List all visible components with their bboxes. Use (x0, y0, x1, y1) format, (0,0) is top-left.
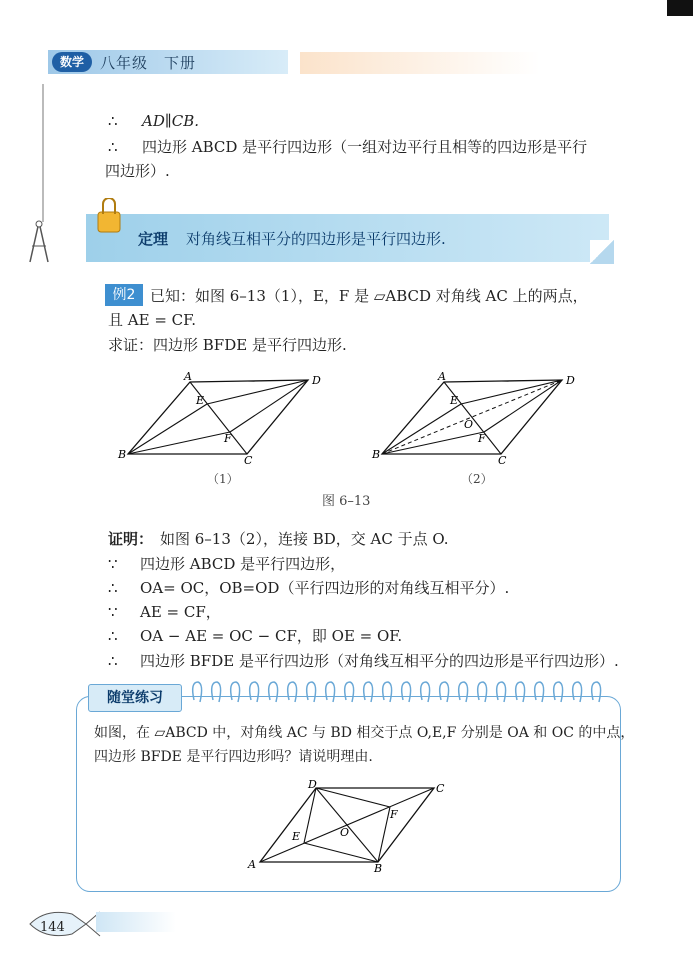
segment-df-2 (484, 380, 562, 432)
label-a-2: A (438, 370, 446, 383)
figure-sub1: （1） (207, 472, 239, 486)
label-c: C (244, 454, 253, 464)
spiral-ring (573, 682, 582, 702)
proof-step2-text: OA= OC，OB=OD（平行四边形的对角线互相平分）. (140, 579, 510, 597)
proof-step4-symbol: ∴ (108, 627, 118, 645)
segment-de (207, 380, 308, 404)
label-f-2: F (478, 432, 486, 445)
practice-label-o: O (340, 826, 350, 839)
proof-step1-symbol: ∵ (108, 555, 118, 573)
practice-title: 随堂练习 (88, 684, 182, 712)
line1-text: AD∥CB. (142, 112, 200, 130)
spiral-ring (250, 682, 259, 702)
spiral-ring (497, 682, 506, 702)
page-number-fish-icon (26, 906, 106, 942)
label-e-2: E (450, 394, 459, 407)
label-c-2: C (498, 454, 507, 464)
practice-diagonal-bd (316, 788, 378, 862)
proof-label: 证明： (108, 530, 154, 548)
spiral-ring (326, 682, 335, 702)
figure-sub2: （2） (461, 472, 493, 486)
spiral-ring (288, 682, 297, 702)
spiral-ring (212, 682, 221, 702)
label-f: F (224, 432, 232, 445)
diagonal-ac (190, 382, 247, 454)
paper-clip-icon (94, 198, 124, 234)
spiral-ring (307, 682, 316, 702)
line1-symbol: ∴ (108, 112, 118, 130)
subject-badge: 数学 (52, 52, 92, 72)
figure-6-13-1 (110, 368, 330, 464)
spiral-ring (231, 682, 240, 702)
spiral-ring (440, 682, 449, 702)
spiral-ring (478, 682, 487, 702)
spiral-ring (535, 682, 544, 702)
spiral-ring (364, 682, 373, 702)
compass-icon (24, 218, 54, 266)
proof-step1-text: 四边形 ABCD 是平行四边形， (140, 555, 346, 573)
spiral-ring (345, 682, 354, 702)
spiral-ring (402, 682, 411, 702)
line2-symbol: ∴ (108, 138, 118, 156)
spiral-ring (421, 682, 430, 702)
proof-step3-text: AE = CF， (140, 603, 221, 621)
theorem-label: 定理 (138, 230, 169, 248)
corner-mark (667, 0, 693, 16)
proof-step4-text: OA − AE = OC − CF，即 OE = OF. (140, 627, 403, 645)
spiral-ring (269, 682, 278, 702)
header-title: 八年级 下册 (100, 54, 197, 72)
practice-figure (244, 778, 450, 872)
spiral-ring (554, 682, 563, 702)
example-line1: 已知：如图 6–13（1），E，F 是 ▱ABCD 对角线 AC 上的两点， (150, 287, 588, 305)
practice-label-f: F (390, 808, 398, 821)
spiral-ring (383, 682, 392, 702)
label-b: B (118, 448, 127, 461)
example-tag: 例2 (105, 284, 143, 306)
practice-label-e: E (292, 830, 301, 843)
spiral-ring (459, 682, 468, 702)
line3-text: 四边形）. (105, 162, 170, 180)
figure-caption: 图 6–13 (322, 494, 371, 509)
practice-label-a: A (248, 858, 256, 871)
practice-segment-be (304, 843, 378, 862)
example-line2: 且 AE = CF. (108, 311, 196, 329)
proof-step2-symbol: ∴ (108, 579, 118, 597)
proof-step3-symbol: ∵ (108, 603, 118, 621)
label-d-2: D (566, 374, 575, 387)
proof-step5-text: 四边形 BFDE 是平行四边形（对角线互相平分的四边形是平行四边形）. (140, 652, 619, 670)
segment-be-2 (382, 404, 461, 454)
proof-intro: 如图 6–13（2），连接 BD，交 AC 于点 O. (160, 530, 449, 548)
header-decoration (300, 52, 540, 74)
spiral-ring (193, 682, 202, 702)
practice-label-b: B (374, 862, 383, 872)
page-number: 144 (40, 920, 65, 935)
proof-step5-symbol: ∴ (108, 652, 118, 670)
label-o: O (464, 418, 474, 431)
example-line3: 求证：四边形 BFDE 是平行四边形. (108, 336, 347, 354)
spiral-ring (516, 682, 525, 702)
practice-line2: 四边形 BFDE 是平行四边形吗？请说明理由. (94, 749, 373, 765)
page-number-band (96, 912, 176, 932)
theorem-text: 对角线互相平分的四边形是平行四边形. (186, 230, 446, 248)
label-e: E (196, 394, 205, 407)
page-curl-decoration (590, 240, 614, 264)
label-a: A (184, 370, 192, 383)
spiral-binding-decoration (188, 678, 608, 708)
figure-6-13-2 (364, 368, 584, 464)
margin-line (42, 84, 44, 222)
line2-text: 四边形 ABCD 是平行四边形（一组对边平行且相等的四边形是平行 (142, 138, 588, 156)
segment-df (230, 380, 308, 432)
practice-label-d: D (308, 778, 317, 791)
practice-line1: 如图，在 ▱ABCD 中，对角线 AC 与 BD 相交于点 O,E,F 分别是 OA 和 OC 的中点， (94, 725, 635, 741)
label-b-2: B (372, 448, 381, 461)
label-d: D (312, 374, 321, 387)
spiral-ring (592, 682, 601, 702)
practice-segment-df (316, 788, 390, 807)
segment-be (128, 404, 207, 454)
practice-label-c: C (436, 782, 445, 795)
